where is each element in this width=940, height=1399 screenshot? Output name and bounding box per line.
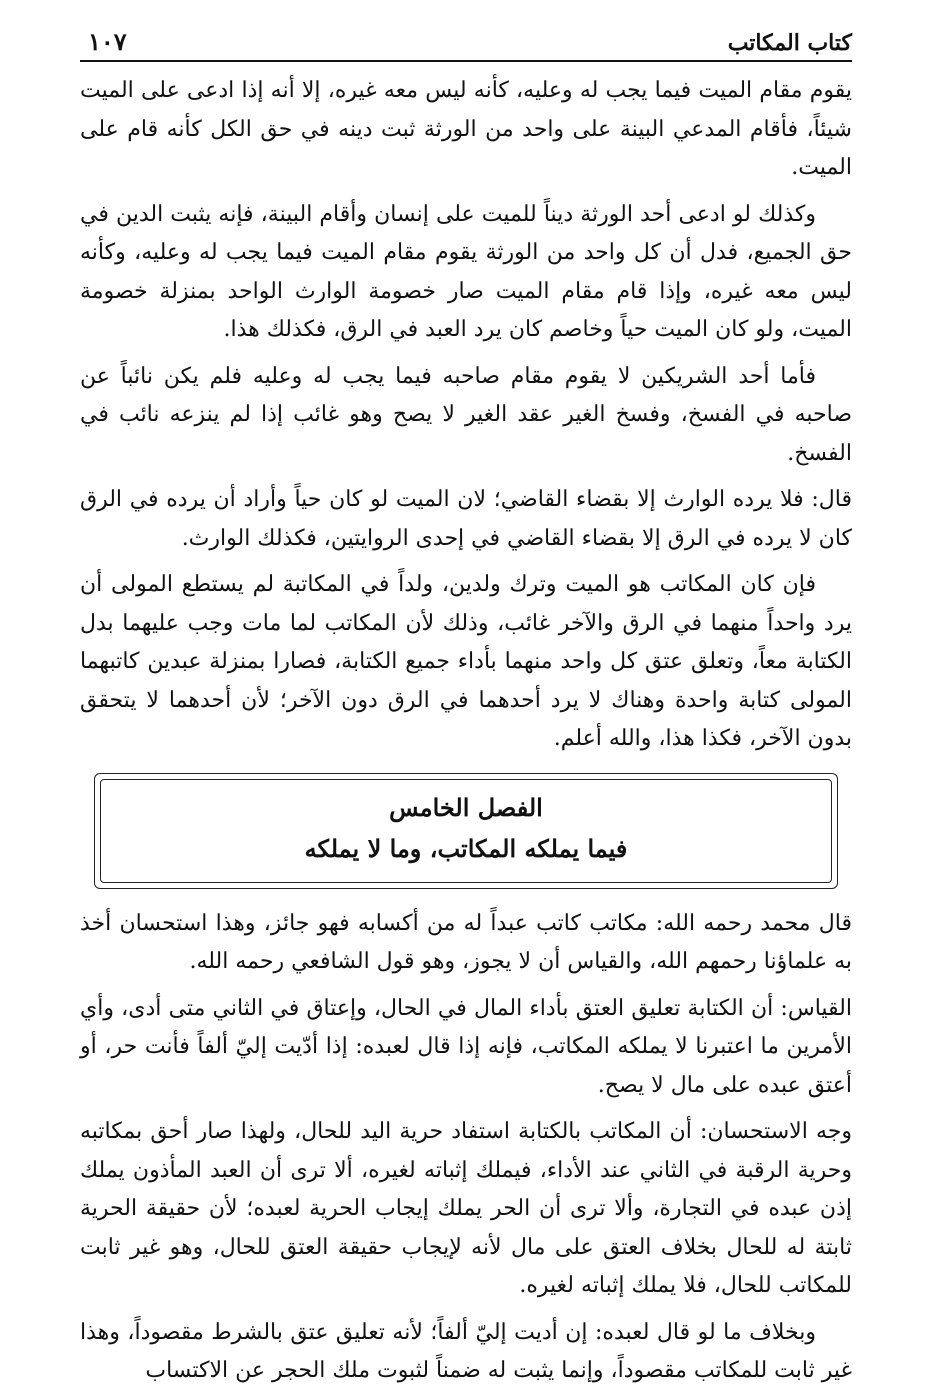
paragraph: وجه الاستحسان: أن المكاتب بالكتابة استفاد حرية اليد للحال، ولهذا صار أحق بمكاتبه وحرية الرقبة في الثاني عند الأداء، فيملك إثباته لغيره، ألا ترى أن العبد المأذون يملك إذن عبده في التجارة، وألا ترى أن الحر يملك إيجاب الحرية لعبده؛ لأن حقيقة الحرية ثابتة له للحال بخلاف العتق على مال لأنه لإيجاب حقيقة العتق للحال، وهو غير ثابت للمكاتب للحال، فلا يملك إثباته لغيره.	[80, 1119, 852, 1298]
paragraph: القياس: أن الكتابة تعليق العتق بأداء المال في الحال، وإعتاق في الثاني متى أدى، وأي الأمرين ما اعتبرنا لا يملكه المكاتب، فإنه إذا قال لعبده: إذا أدّيت إليّ ألفاً فأنت حر، أو أعتق عبده على مال لا يصح.	[80, 995, 852, 1098]
paragraph: وبخلاف ما لو قال لعبده: إن أديت إليّ ألفاً؛ لأنه تعليق عتق بالشرط مقصوداً، وهذا غير ثابت للمكاتب مقصوداً، وإنما يثبت له ضمناً لثبوت ملك الحجر عن الاكتساب	[80, 1319, 852, 1383]
body-text-bottom	[80, 905, 852, 1391]
page-number: ١٠٧	[88, 27, 127, 56]
paragraph: يقوم مقام الميت فيما يجب له وعليه، كأنه ليس معه غيره، إلا أنه إذا ادعى على الميت شيئاً، فأقام المدعي البينة على واحد من الورثة ثبت دينه في حق الكل كأنه قام على الميت.	[80, 78, 852, 180]
paragraph: قال محمد رحمه الله: مكاتب كاتب عبداً له من أكسابه فهو جائز، وهذا استحسان أخذ به علماؤنا رحمهم الله، والقياس أن لا يجوز، وهو قول الشافعي رحمه الله.	[80, 910, 852, 974]
body-text-top	[80, 72, 852, 759]
chapter-heading-box	[94, 773, 838, 889]
document-page	[80, 20, 852, 1399]
paragraph: قال: فلا يرده الوارث إلا بقضاء القاضي؛ لان الميت لو كان حياً وأراد أن يرده في الرق كان لا يرده في الرق إلا بقضاء القاضي في إحدى الروايتين، فكذلك الوارث.	[80, 487, 852, 551]
book-title: كتاب المكاتب	[727, 30, 852, 56]
chapter-heading-frame	[100, 779, 832, 883]
paragraph: وكذلك لو ادعى أحد الورثة ديناً للميت على إنسان وأقام البينة، فإنه يثبت الدين في حق الجميع، فدل أن كل واحد من الورثة يقوم مقام الميت فيما يجب له وعليه، وكأنه ليس معه غيره، وإذا قام مقام الميت صار خصومة الوارث الواحد بمنزلة خصومة الميت، ولو كان الميت حياً وخاصم كان يرد العبد في الرق، فكذلك هذا.	[80, 201, 852, 342]
paragraph: فإن كان المكاتب هو الميت وترك ولدين، ولداً في المكاتبة لم يستطع المولى أن يرد واحداً منهما في الرق والآخر غائب، وذلك لأن المكاتب لما مات وجب عليهما بدل الكتابة معاً، وتعلق عتق كل واحد منهما بأداء جميع الكتابة، فصارا بمنزلة عبدين كاتبهما المولى كتابة واحدة وهناك لا يرد أحدهما في الرق دون الآخر؛ لأن أحدهما لا يتحقق بدون الآخر، فكذا هذا، والله أعلم.	[80, 572, 852, 751]
page-header	[80, 20, 852, 62]
paragraph: فأما أحد الشريكين لا يقوم مقام صاحبه فيما يجب له وعليه فلم يكن نائباً عن صاحبه في الفسخ، وفسخ الغير عقد الغير لا يصح وهو غائب إذا لم ينزعه نائب في الفسخ.	[80, 363, 852, 466]
chapter-number: الفصل الخامس	[389, 792, 543, 822]
chapter-title: فيما يملكه المكاتب، وما لا يملكه	[304, 833, 628, 863]
